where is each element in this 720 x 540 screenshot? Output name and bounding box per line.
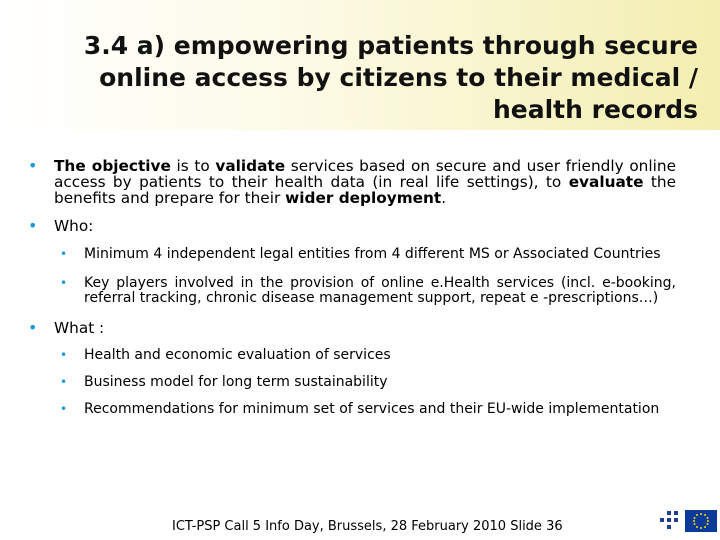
who-item-text: Minimum 4 independent legal entities from 4 different MS or Associated Countries (84, 246, 661, 262)
what-item-3 (28, 402, 676, 417)
what-item-text: Business model for long term sustainability (84, 374, 388, 390)
objective-bold-4: wider deployment (285, 189, 442, 207)
what-item-text: Recommendations for minimum set of services and their EU-wide implementation (84, 401, 660, 417)
what-item-2 (28, 375, 676, 390)
slide-content (28, 158, 676, 417)
slide-title (8, 30, 698, 126)
bullet-icon: • (28, 318, 38, 337)
what-label: What : (54, 319, 105, 337)
sub-bullet-icon: • (60, 348, 68, 362)
title-line-2: online access by citizens to their medical / (99, 63, 698, 92)
who-item-text: Key players involved in the provision of online e.Health services (incl. e-booking, referral tracking, chronic disease management support, repeat e -prescriptions…) (84, 275, 676, 306)
sub-bullet-icon: • (60, 247, 68, 261)
eu-flag-icon (685, 510, 717, 532)
title-line-1: 3.4 a) empowering patients through secure (83, 31, 698, 60)
objective-bold-1: The objective (54, 157, 171, 175)
who-bullet (28, 218, 676, 234)
objective-text-4: . (441, 189, 447, 207)
side-decoration (697, 400, 705, 470)
slide-footer: ICT-PSP Call 5 Info Day, Brussels, 28 February 2010 Slide 36 (172, 519, 563, 534)
sub-bullet-icon: • (60, 402, 68, 416)
what-bullet (28, 320, 676, 336)
objective-text-1: is to (170, 157, 216, 175)
title-line-3: health records (492, 95, 698, 124)
who-item-2 (28, 276, 676, 306)
what-item-text: Health and economic evaluation of services (84, 347, 391, 363)
objective-bold-2: validate (215, 157, 286, 175)
european-commission-logo (660, 511, 678, 529)
sub-bullet-icon: • (60, 276, 68, 290)
objective-text-2: services based on secure and user friendly online access by patients to their health data (in real life settings), to (54, 157, 676, 191)
bullet-icon: • (28, 216, 38, 235)
who-label: Who: (54, 217, 94, 235)
what-item-1 (28, 348, 676, 363)
objective-bold-3: evaluate (568, 173, 644, 191)
objective-text-3: the benefits and prepare for their (54, 173, 676, 207)
sub-bullet-icon: • (60, 375, 68, 389)
who-item-1 (28, 247, 676, 262)
objective-bullet (28, 158, 676, 206)
bullet-icon: • (28, 156, 38, 175)
